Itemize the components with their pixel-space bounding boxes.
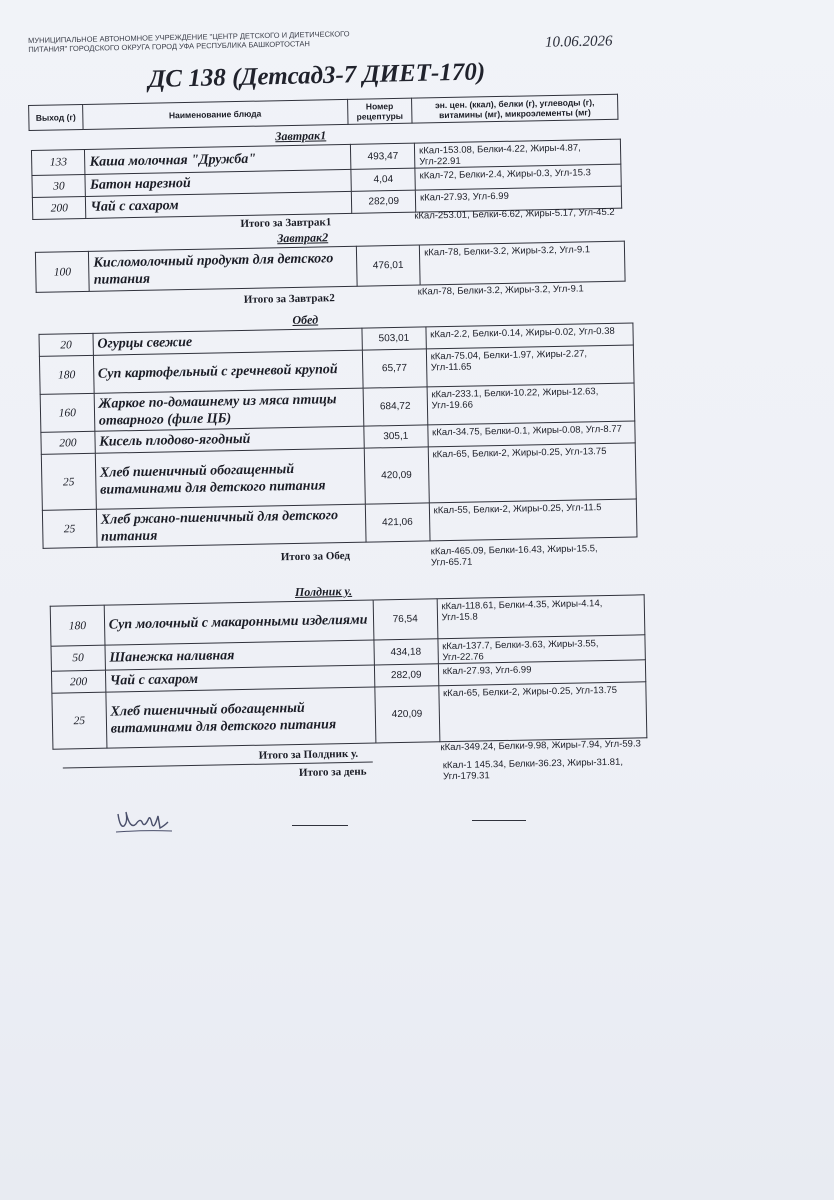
row-dish-name: Чай с сахаром xyxy=(105,665,374,692)
section-title-lunch: Обед xyxy=(292,312,319,328)
row-nutrition: кКал-55, Белки-2, Жиры-0.25, Угл-11.5 xyxy=(429,499,637,541)
row-nutrition: кКал-137.7, Белки-3.63, Жиры-3.55, Угл-22.76 xyxy=(438,635,646,664)
row-output: 200 xyxy=(51,670,105,693)
page-title: ДС 138 (Детсад3-7 ДИЕТ-170) xyxy=(148,58,486,93)
row-recipe-number: 305,1 xyxy=(364,425,428,448)
row-nutrition: кКал-2.2, Белки-0.14, Жиры-0.02, Угл-0.38 xyxy=(426,323,634,349)
total-label-afternoon-snack: Итого за Полдник у. xyxy=(258,747,359,762)
signature-line-left xyxy=(292,825,348,826)
col-name-header: Наименование блюда xyxy=(83,99,348,129)
row-dish-name: Чай с сахаром xyxy=(86,191,352,218)
row-dish-name: Кисель плодово-ягодный xyxy=(95,426,364,453)
total-value-breakfast1: кКал-253.01, Белки-6.62, Жиры-5.17, Угл-45.2 xyxy=(414,206,615,222)
row-nutrition: кКал-118.61, Белки-4.35, Жиры-4.14, Угл-15.8 xyxy=(437,595,645,639)
row-nutrition: кКал-27.93, Угл-6.99 xyxy=(415,186,621,212)
row-dish-name: Каша молочная "Дружба" xyxy=(85,144,351,174)
col-output-header: Выход (г) xyxy=(29,104,83,130)
row-nutrition: кКал-65, Белки-2, Жиры-0.25, Угл-13.75 xyxy=(428,443,636,503)
row-output: 180 xyxy=(39,355,93,394)
total-value-lunch: кКал-465.09, Белки-16.43, Жиры-15.5, Угл-65.71 xyxy=(430,543,598,569)
col-nutrition-header: эн. цен. (ккал), белки (г), углеводы (г), витамины (мг), микроэлементы (мг) xyxy=(412,94,618,123)
row-dish-name: Суп картофельный с гречневой крупой xyxy=(93,350,363,393)
row-nutrition: кКал-72, Белки-2.4, Жиры-0.3, Угл-15.3 xyxy=(415,164,621,190)
row-recipe-number: 65,77 xyxy=(362,349,427,388)
row-output: 50 xyxy=(51,645,105,671)
row-output: 200 xyxy=(41,431,95,454)
row-nutrition: кКал-27.93, Угл-6.99 xyxy=(438,660,646,686)
row-recipe-number: 420,09 xyxy=(375,686,440,743)
row-dish-name: Суп молочный с макаронными изделиями xyxy=(104,600,374,645)
row-output: 100 xyxy=(35,251,89,292)
row-recipe-number: 684,72 xyxy=(363,387,428,426)
day-total-label: Итого за день xyxy=(298,765,367,779)
total-label-breakfast2: Итого за Завтрак2 xyxy=(243,292,335,306)
row-recipe-number: 4,04 xyxy=(351,168,415,191)
total-value-breakfast2: кКал-78, Белки-3.2, Жиры-3.2, Угл-9.1 xyxy=(417,283,584,298)
column-header-table xyxy=(28,94,618,131)
col-recipe-header: Номер рецептуры xyxy=(347,98,412,124)
row-output: 133 xyxy=(31,149,85,175)
handwritten-signature xyxy=(114,806,174,836)
row-dish-name: Огурцы свежие xyxy=(93,328,362,355)
row-nutrition: кКал-65, Белки-2, Жиры-0.25, Угл-13.75 xyxy=(438,682,646,742)
row-dish-name: Хлеб пшеничный обогащенный витаминами для детского питания xyxy=(95,448,365,509)
row-recipe-number: 76,54 xyxy=(373,599,438,640)
row-recipe-number: 421,06 xyxy=(365,503,430,542)
row-nutrition: кКал-153.08, Белки-4.22, Жиры-4.87, Угл-22.91 xyxy=(414,139,620,168)
row-recipe-number: 434,18 xyxy=(374,639,438,665)
total-value-afternoon-snack: кКал-349.24, Белки-9.98, Жиры-7.94, Угл-59.3 xyxy=(440,738,641,754)
table-lunch xyxy=(38,322,637,548)
signature-line-right xyxy=(472,820,526,821)
row-output: 180 xyxy=(50,605,104,646)
row-recipe-number: 282,09 xyxy=(352,190,416,213)
row-output: 25 xyxy=(52,692,107,749)
section-title-breakfast1: Завтрак1 xyxy=(275,128,327,144)
row-output: 30 xyxy=(32,174,86,197)
row-nutrition: кКал-78, Белки-3.2, Жиры-3.2, Угл-9.1 xyxy=(420,241,626,285)
total-label-lunch: Итого за Обед xyxy=(280,549,351,564)
section-title-breakfast2: Завтрак2 xyxy=(277,230,329,246)
row-dish-name: Хлеб ржано-пшеничный для детского питания xyxy=(96,504,366,547)
row-recipe-number: 476,01 xyxy=(356,245,420,286)
row-nutrition: кКал-34.75, Белки-0.1, Жиры-0.08, Угл-8.77 xyxy=(427,421,635,447)
row-output: 200 xyxy=(32,196,86,219)
menu-date: 10.06.2026 xyxy=(544,33,613,51)
row-dish-name: Кисломолочный продукт для детского питания xyxy=(89,246,357,291)
row-recipe-number: 503,01 xyxy=(362,327,426,350)
row-recipe-number: 420,09 xyxy=(364,447,429,504)
row-dish-name: Хлеб пшеничный обогащенный витаминами для детского питания xyxy=(106,687,376,748)
table-afternoon-snack xyxy=(50,594,648,749)
row-nutrition: кКал-75.04, Белки-1.97, Жиры-2.27, Угл-11.65 xyxy=(426,345,634,387)
row-output: 25 xyxy=(41,453,96,510)
organization-name: МУНИЦИПАЛЬНОЕ АВТОНОМНОЕ УЧРЕЖДЕНИЕ "ЦЕНТР ДЕТСКОГО И ДИЕТИЧЕСКОГО ПИТАНИЯ" ГОРОДСКОГО ОКРУГА ГОРОД УФА РЕСПУБЛИКА БАШКОРТОСТАН xyxy=(28,29,350,54)
total-label-breakfast1: Итого за Завтрак1 xyxy=(240,216,332,230)
row-recipe-number: 282,09 xyxy=(374,664,438,687)
row-dish-name: Батон нарезной xyxy=(85,169,351,196)
row-output: 160 xyxy=(40,393,94,432)
row-output: 25 xyxy=(42,509,96,548)
row-nutrition: кКал-233.1, Белки-10.22, Жиры-12.63, Угл-19.66 xyxy=(427,383,635,425)
row-dish-name: Шанежка наливная xyxy=(105,640,374,670)
row-output: 20 xyxy=(39,333,93,356)
row-recipe-number: 493,47 xyxy=(351,143,415,169)
section-title-afternoon-snack: Полдник у. xyxy=(294,583,353,600)
day-total-value: кКал-1 145.34, Белки-36.23, Жиры-31.81, Угл-179.31 xyxy=(442,756,624,783)
row-dish-name: Жаркое по-домашнему из мяса птицы отварного (филе ЦБ) xyxy=(94,388,364,431)
